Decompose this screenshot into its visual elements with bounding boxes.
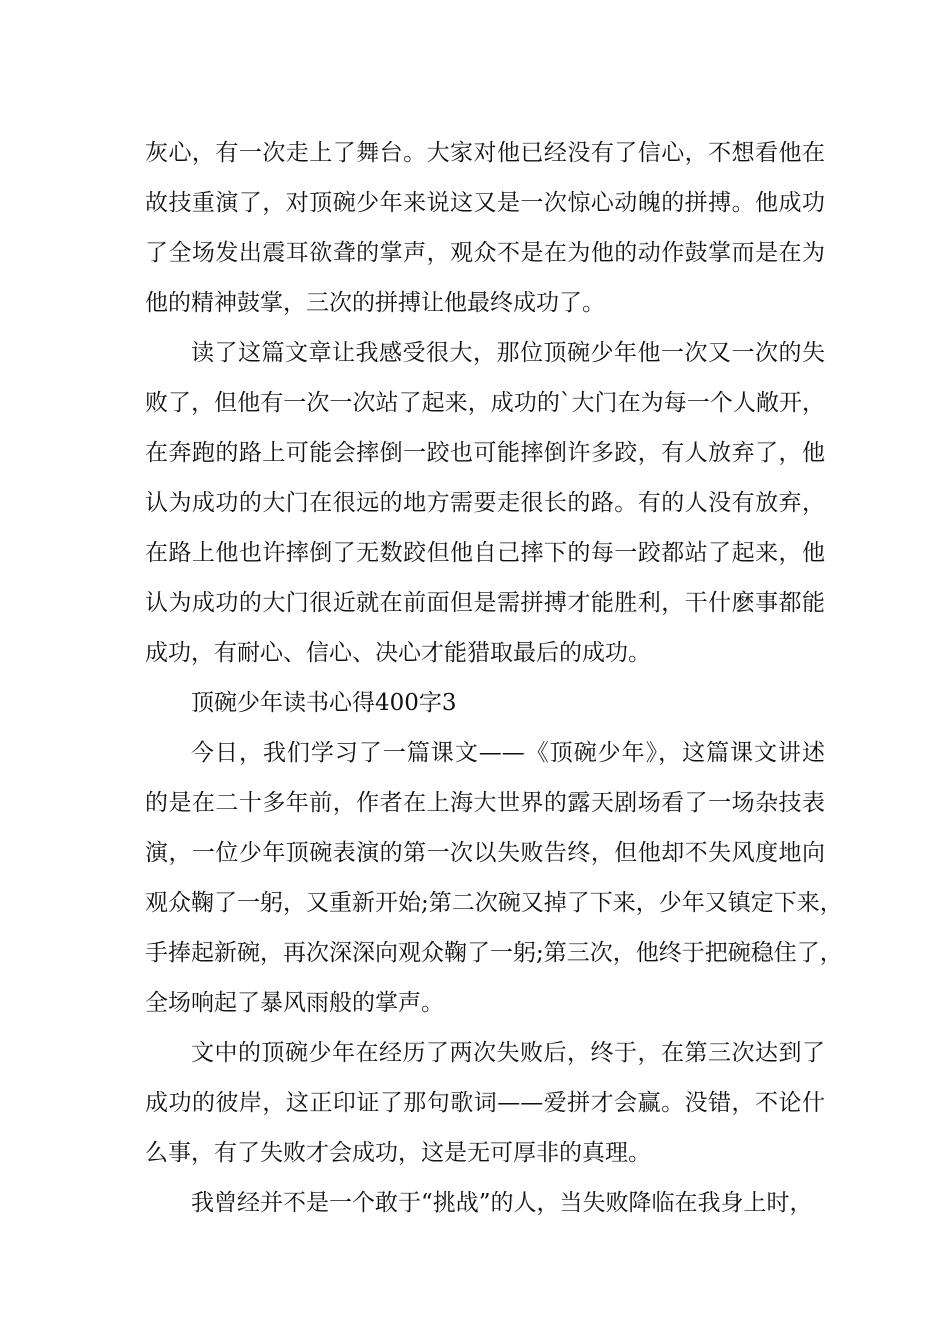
- text-line: 在路上他也许摔倒了无数跤但他自己摔下的每一跤都站了起来，他: [145, 540, 825, 566]
- text-line: 文中的顶碗少年在经历了两次失败后，终于，在第三次达到了: [191, 1040, 825, 1066]
- section-heading: [145, 678, 825, 728]
- text-line: 成功的彼岸，这正印证了那句歌词——爱拼才会赢。没错，不论什: [145, 1090, 825, 1116]
- text-line: 他的精神鼓掌，三次的拼搏让他最终成功了。: [145, 290, 605, 316]
- text-line: 灰心，有一次走上了舞台。大家对他已经没有了信心，不想看他在: [145, 140, 825, 166]
- paragraph-3: [145, 728, 843, 1028]
- text-line: 观众鞠了一躬，又重新开始;第二次碗又掉了下来，少年又镇定下来，: [145, 890, 843, 916]
- text-line: 在奔跑的路上可能会摔倒一跤也可能摔倒许多跤，有人放弃了，他: [145, 440, 825, 466]
- text-line: 认为成功的大门在很远的地方需要走很长的路。有的人没有放弃，: [145, 490, 825, 516]
- text-line: 顶碗少年读书心得400字3: [191, 690, 457, 716]
- text-line: 今日，我们学习了一篇课文——《顶碗少年》，这篇课文讲述: [191, 740, 825, 766]
- text-line: 演，一位少年顶碗表演的第一次以失败告终，但他却不失风度地向: [145, 840, 825, 866]
- paragraph-4: [145, 1028, 825, 1178]
- paragraph-2: [145, 328, 825, 678]
- text-line: 的是在二十多年前，作者在上海大世界的露天剧场看了一场杂技表: [145, 790, 825, 816]
- paragraph-5: [145, 1178, 825, 1228]
- text-line: 故技重演了，对顶碗少年来说这又是一次惊心动魄的拼搏。他成功: [145, 190, 825, 216]
- text-line: 败了，但他有一次一次站了起来，成功的`大门在为每一个人敞开，: [145, 390, 825, 416]
- text-line: 成功，有耐心、信心、决心才能猎取最后的成功。: [145, 640, 651, 666]
- text-line: 读了这篇文章让我感受很大，那位顶碗少年他一次又一次的失: [191, 340, 825, 366]
- text-line: 么事，有了失败才会成功，这是无可厚非的真理。: [145, 1140, 651, 1166]
- document-body: [145, 128, 843, 1228]
- text-line: 手捧起新碗，再次深深向观众鞠了一躬;第三次，他终于把碗稳住了，: [145, 940, 843, 966]
- text-line: 了全场发出震耳欲聋的掌声，观众不是在为他的动作鼓掌而是在为: [145, 240, 825, 266]
- paragraph-1: [145, 128, 825, 328]
- text-line: 全场响起了暴风雨般的掌声。: [145, 990, 444, 1016]
- text-line: 我曾经并不是一个敢于“挑战”的人，当失败降临在我身上时，: [191, 1190, 813, 1216]
- text-line: 认为成功的大门很近就在前面但是需拼搏才能胜利，干什麽事都能: [145, 590, 825, 616]
